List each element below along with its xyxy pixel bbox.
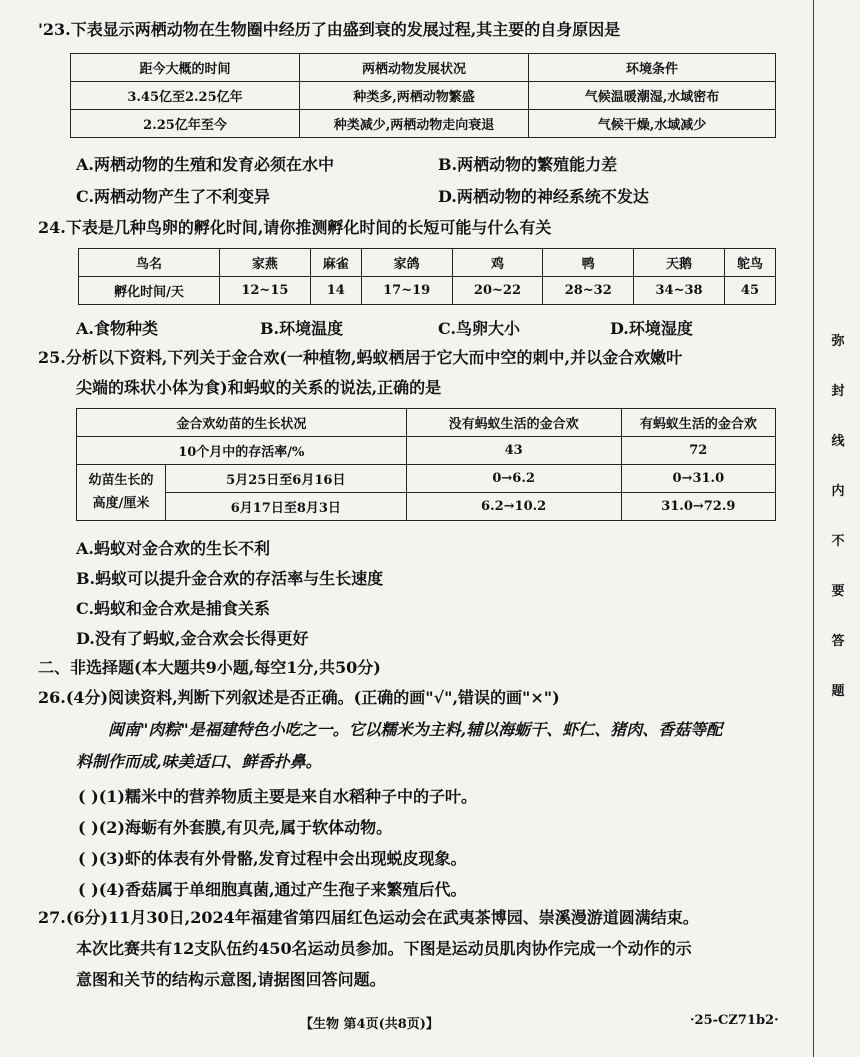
q25-option-a: A.蚂蚁对金合欢的生长不利 xyxy=(76,539,270,558)
q25-header-status: 金合欢幼苗的生长状况 xyxy=(77,409,407,437)
q24-cell: 14 xyxy=(310,277,361,305)
seal-char: 要 xyxy=(831,584,845,599)
q24-cell: 鸟名 xyxy=(79,249,220,277)
q26-item: ( )(2)海蛎有外套膜,有贝壳,属于软体动物。 xyxy=(78,818,393,837)
q24-table xyxy=(78,248,776,305)
q24-cell: 天鹅 xyxy=(634,249,725,277)
q23-stem: '23.下表显示两栖动物在生物圈中经历了由盛到衰的发展过程,其主要的自身原因是 xyxy=(38,20,621,39)
q24-cell: 鸭 xyxy=(543,249,634,277)
seal-char: 弥 xyxy=(831,334,845,349)
q27-line3: 意图和关节的结构示意图,请据图回答问题。 xyxy=(76,970,386,989)
q23-header-time: 距今大概的时间 xyxy=(71,54,300,82)
seal-char: 封 xyxy=(831,384,845,399)
q27-line1: 27.(6分)11月30日,2024年福建省第四届红色运动会在武夷茶博园、崇溪漫游道圆满结束。 xyxy=(38,908,699,927)
q24-cell: 家燕 xyxy=(220,249,311,277)
q26-passage-line1: 闽南"肉粽"是福建特色小吃之一。它以糯米为主料,辅以海蛎干、虾仁、猪肉、香菇等配 xyxy=(108,720,723,739)
q24-cell: 鸡 xyxy=(452,249,543,277)
q25-cell: 0→6.2 xyxy=(406,465,621,493)
q23-cell: 种类减少,两栖动物走向衰退 xyxy=(300,110,529,138)
q25-header-no-ant: 没有蚂蚁生活的金合欢 xyxy=(406,409,621,437)
binding-line xyxy=(813,0,814,1057)
seal-line-text xyxy=(826,330,850,699)
q24-option-b: B.环境温度 xyxy=(260,319,344,338)
q24-stem: 24.下表是几种鸟卵的孵化时间,请你推测孵化时间的长短可能与什么有关 xyxy=(38,218,552,237)
q25-cell: 0→31.0 xyxy=(621,465,775,493)
q26-item: ( )(3)虾的体表有外骨骼,发育过程中会出现蜕皮现象。 xyxy=(78,849,467,868)
q23-option-d: D.两栖动物的神经系统不发达 xyxy=(438,187,649,206)
q23-cell: 2.25亿年至今 xyxy=(71,110,300,138)
q25-cell: 5月25日至6月16日 xyxy=(166,465,407,493)
q23-cell: 气候干燥,水域减少 xyxy=(529,110,776,138)
q24-cell: 17~19 xyxy=(361,277,452,305)
q24-cell: 20~22 xyxy=(452,277,543,305)
q25-group-label-line1: 幼苗生长的 xyxy=(88,473,154,489)
q26-stem: 26.(4分)阅读资料,判断下列叙述是否正确。(正确的画"√",错误的画"×") xyxy=(38,688,560,707)
q27-line2: 本次比赛共有12支队伍约450名运动员参加。下图是运动员肌肉协作完成一个动作的示 xyxy=(76,939,692,958)
q25-cell: 72 xyxy=(621,437,775,465)
q25-header-with-ant: 有蚂蚁生活的金合欢 xyxy=(621,409,775,437)
q25-group-label xyxy=(77,465,166,521)
q25-option-b: B.蚂蚁可以提升金合欢的存活率与生长速度 xyxy=(76,569,384,588)
q25-stem-line2: 尖端的珠状小体为食)和蚂蚁的关系的说法,正确的是 xyxy=(76,378,442,397)
q25-option-d: D.没有了蚂蚁,金合欢会长得更好 xyxy=(76,629,309,648)
seal-char: 内 xyxy=(831,484,845,499)
q23-cell: 种类多,两栖动物繁盛 xyxy=(300,82,529,110)
footer-page-info: 【生物 第4页(共8页)】 xyxy=(300,1017,439,1032)
q24-option-d: D.环境湿度 xyxy=(610,319,693,338)
seal-char: 答 xyxy=(831,634,845,649)
q24-cell: 12~15 xyxy=(220,277,311,305)
q24-cell: 麻雀 xyxy=(310,249,361,277)
seal-char: 线 xyxy=(831,434,845,449)
q25-group-label-line2: 高度/厘米 xyxy=(92,495,150,511)
q24-cell: 家鸽 xyxy=(361,249,452,277)
q23-header-env: 环境条件 xyxy=(529,54,776,82)
q23-cell: 3.45亿至2.25亿年 xyxy=(71,82,300,110)
q25-table xyxy=(76,408,776,521)
seal-char: 题 xyxy=(831,684,845,699)
q25-cell: 10个月中的存活率/% xyxy=(77,437,407,465)
q24-cell: 鸵鸟 xyxy=(724,249,775,277)
q24-cell: 45 xyxy=(724,277,775,305)
q26-passage-line2: 料制作而成,味美适口、鲜香扑鼻。 xyxy=(76,752,322,771)
q25-option-c: C.蚂蚁和金合欢是捕食关系 xyxy=(76,599,271,618)
q25-cell: 6月17日至8月3日 xyxy=(166,493,407,521)
q25-stem-line1: 25.分析以下资料,下列关于金合欢(一种植物,蚂蚁栖居于它大而中空的刺中,并以金合欢嫩叶 xyxy=(38,348,683,367)
q23-header-status: 两栖动物发展状况 xyxy=(300,54,529,82)
q25-cell: 43 xyxy=(406,437,621,465)
q23-option-c: C.两栖动物产生了不利变异 xyxy=(76,187,271,206)
q25-cell: 31.0→72.9 xyxy=(621,493,775,521)
q23-option-a: A.两栖动物的生殖和发育必须在水中 xyxy=(76,155,334,174)
q23-cell: 气候温暖潮湿,水域密布 xyxy=(529,82,776,110)
q25-cell: 6.2→10.2 xyxy=(406,493,621,521)
q26-item: ( )(4)香菇属于单细胞真菌,通过产生孢子来繁殖后代。 xyxy=(78,880,467,899)
q24-cell: 孵化时间/天 xyxy=(79,277,220,305)
q24-option-c: C.鸟卵大小 xyxy=(438,319,521,338)
q23-table xyxy=(70,53,776,138)
seal-char: 不 xyxy=(831,534,845,549)
q23-option-b: B.两栖动物的繁殖能力差 xyxy=(438,155,618,174)
q26-item: ( )(1)糯米中的营养物质主要是来自水稻种子中的子叶。 xyxy=(78,787,477,806)
q24-cell: 34~38 xyxy=(634,277,725,305)
section2-title: 二、非选择题(本大题共9小题,每空1分,共50分) xyxy=(38,658,381,677)
q24-cell: 28~32 xyxy=(543,277,634,305)
footer-code: ·25-CZ71b2· xyxy=(690,1013,779,1028)
q24-option-a: A.食物种类 xyxy=(76,319,158,338)
